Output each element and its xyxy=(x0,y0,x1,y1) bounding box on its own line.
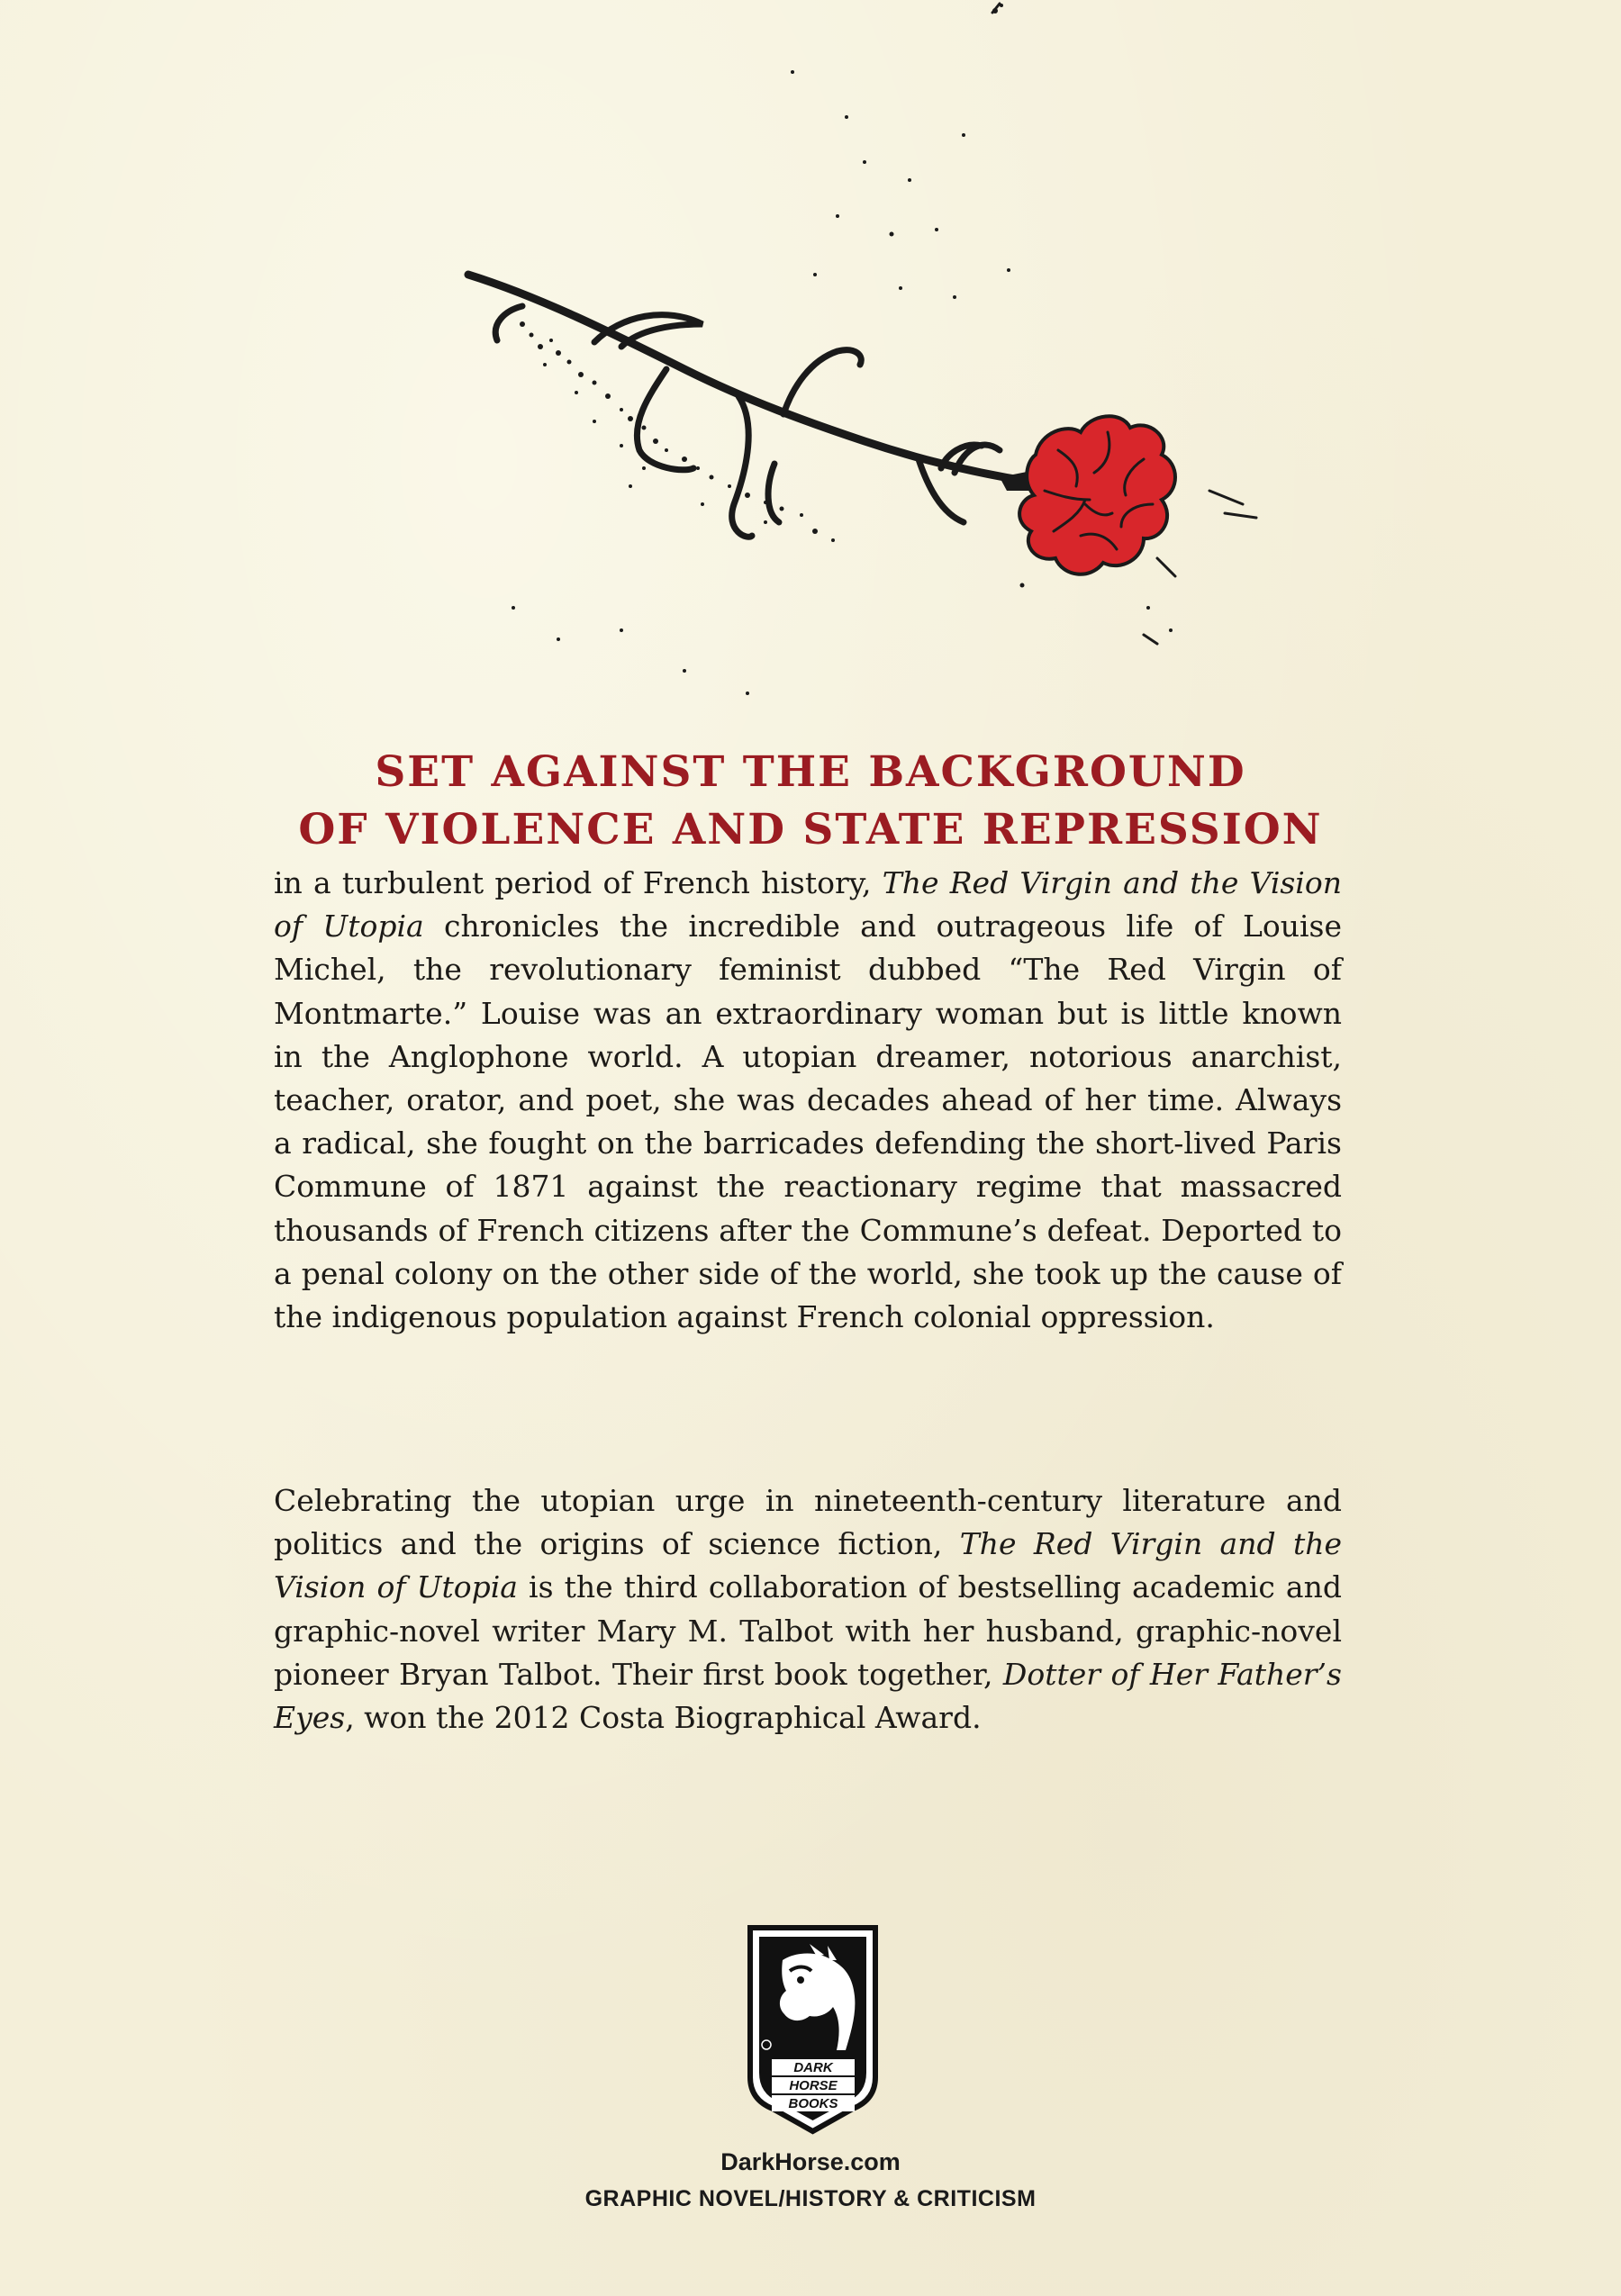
headline-line-1: SET AGAINST THE BACKGROUND xyxy=(375,747,1246,797)
dark-horse-logo-icon xyxy=(747,1924,879,2135)
description-paragraph-2 xyxy=(274,1479,1342,1740)
logo-word-1: DARK xyxy=(793,2060,833,2075)
logo-word-3: BOOKS xyxy=(788,2096,838,2111)
p1-intro: in a turbulent period of French history, xyxy=(274,865,883,900)
logo-word-2: HORSE xyxy=(789,2078,838,2093)
p2-intro: Celebrating the utopian urge in nineteenth-century literature and politics and the origins of science fiction, xyxy=(274,1483,1342,1562)
p2-end: , won the 2012 Costa Biographical Award. xyxy=(345,1700,982,1736)
website-link[interactable]: DarkHorse.com xyxy=(720,2148,901,2175)
book-category: GRAPHIC NOVEL/HISTORY & CRITICISM xyxy=(584,2186,1037,2211)
carnation-icon xyxy=(450,0,1351,720)
p2-middle: is the third collaboration of bestselling academic and graphic-novel writer Mary M. Talbot with her husband, graphic-novel pioneer Bryan Talbot. Their first book together, xyxy=(274,1569,1342,1692)
description-paragraph-1 xyxy=(274,862,1342,1339)
headline xyxy=(270,744,1351,859)
p1-rest: chronicles the incredible and outrageous life of Louise Michel, the revolutionary feminist dubbed “The Red Virgin of Montmarte.” Louise was an extraordinary woman but is little known in the Anglophone world. A utopian dreamer, notorious anarchist, teacher, orator, and poet, she was decades ahead of her time. Always a radical, she fought on the barricades defending the short-lived Paris Commune of 1871 against the reactionary regime that massacred thousands of French citizens after the Commune’s defeat. Deported to a penal colony on the other side of the world, she took up the cause of the indigenous population against French colonial oppression. xyxy=(274,908,1342,1335)
headline-line-2: OF VIOLENCE AND STATE REPRESSION xyxy=(298,805,1323,854)
p2-previous-book-title: Dotter of Her Father’s Eyes xyxy=(274,1656,1342,1736)
p2-book-title: The Red Virgin and the Vision of Utopia xyxy=(274,1526,1342,1605)
p1-book-title: The Red Virgin and the Vision of Utopia xyxy=(274,865,1342,945)
